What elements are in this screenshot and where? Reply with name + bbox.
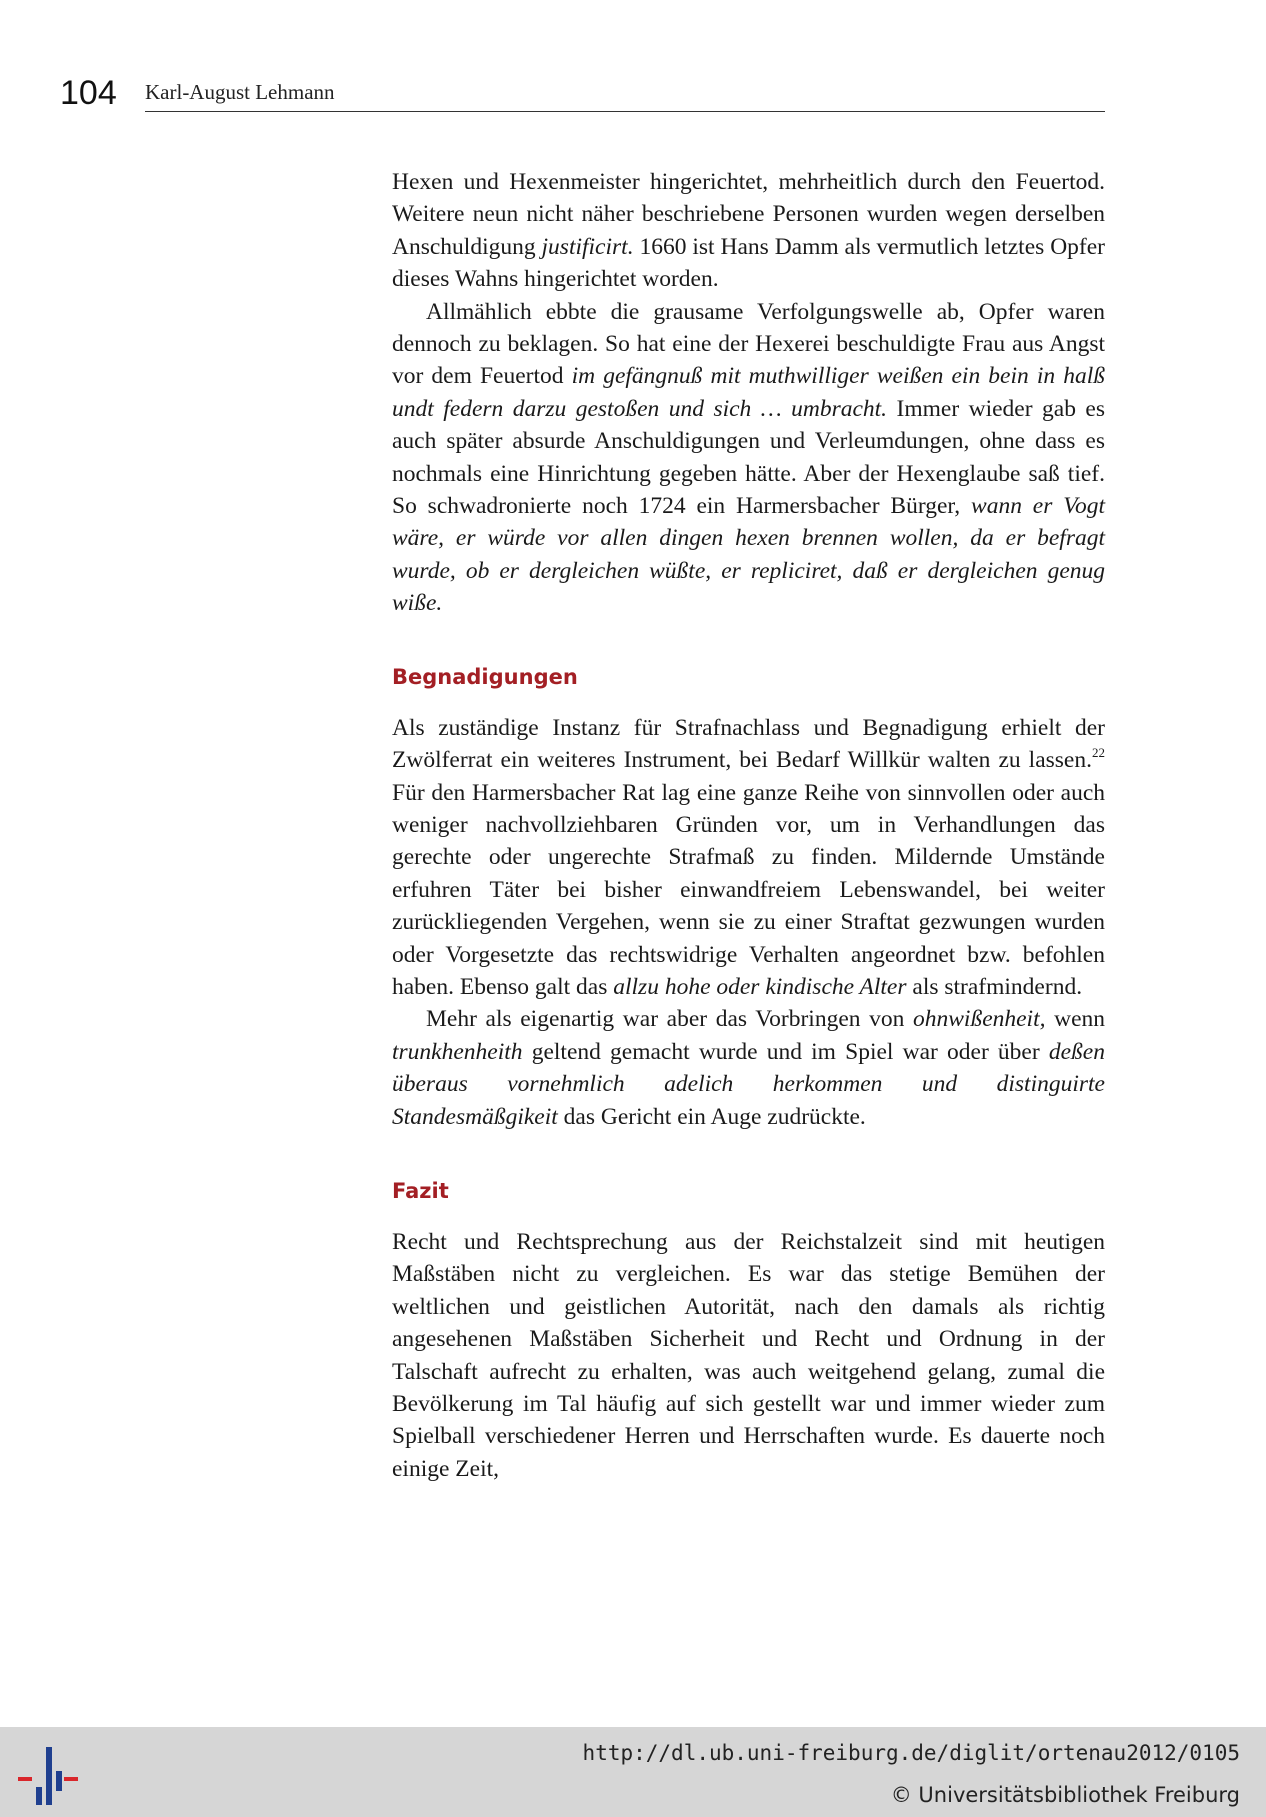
text-run: Mehr als eigenartig war aber das Vorbringen von [426,1006,913,1033]
text-run: Für den Harmersbacher Rat lag eine ganze Reihe von sinnvollen oder auch weniger nachvollziehbaren Gründen vor, um in Verhandlungen das gerechte oder ungerechte Strafmaß zu finden. Mildernde Umstände erfuhren Täter bei bisher einwandfreiem Lebenswandel, bei weiter zurückliegenden Vergehen, wenn sie zu einer Straftat gezwungen wurden oder Vorgesetzte das rechtswidrige Verhalten angeordnet bzw. befohlen haben. Ebenso galt das [392,779,1105,1000]
page-number: 104 [60,74,117,112]
paragraph-2 [392,296,1105,620]
text-run: Allmählich ebbte die grausame Verfolgungswelle ab, Opfer waren dennoch zu beklagen. So hat eine der Hexerei beschuldigte Frau aus Angst vor dem Feuertod [392,298,1105,390]
italic-quote: deßen überaus vornehmlich adelich herkommen und distinguirte Standesmäßgikeit [392,1038,1105,1130]
paragraph-5 [392,1226,1105,1485]
text-run: geltend gemacht wurde und im Spiel war oder über [522,1038,1049,1065]
italic-quote: allzu hohe oder kindische Alter [613,973,907,1000]
text-run: Recht und Rechtsprechung aus der Reichstalzeit sind mit heutigen Maßstäben nicht zu vergleichen. Es war das stetige Bemühen der weltlichen und geistlichen Autorität, nach den damals als richtig angesehenen Maßstäben Sicherheit und Recht und Ordnung in der Talschaft aufrecht zu erhalten, was auch weitgehend gelang, zumal die Bevölkerung im Tal häufig auf sich gestellt war und immer wieder zum Spielball verschiedener Herren und Herrschaften wurde. Es dauerte noch einige Zeit, [392,1228,1105,1482]
italic-quote: im gefängnuß mit muthwilliger weißen ein bein in halß undt federn darzu gestoßen und sich … umbracht. [392,363,1105,422]
text-run: das Gericht ein Auge zudrückte. [557,1103,866,1130]
footnote-marker: 22 [1092,745,1105,761]
body-column [392,166,1105,1485]
source-url-link[interactable]: http://dl.ub.uni-freiburg.de/diglit/ortenau2012/0105 [582,1741,1240,1765]
running-head-author: Karl-August Lehmann [145,80,335,104]
ub-freiburg-logo-icon [14,1741,84,1811]
text-run: Immer wieder gab es auch später absurde Anschuldigungen und Verleumdungen, ohne dass es nochmals eine Hinrichtung gegeben hätte. Aber der Hexenglaube saß tief. So schwadronierte noch 1724 ein Harmersbacher Bürger, [392,395,1105,520]
copyright-notice: © Universitätsbibliothek Freiburg [890,1783,1240,1807]
text-run: Als zuständige Instanz für Strafnachlass und Begnadigung erhielt der Zwölferrat ein weiteres Instrument, bei Bedarf Willkür walten zu lassen. [392,714,1105,774]
section-heading-fazit: Fazit [392,1178,449,1203]
text-run: wenn [1045,1006,1105,1033]
section-heading-begnadigungen: Begnadigungen [392,664,578,689]
footer-bar [0,1727,1266,1817]
italic-quote: trunkhenheith [392,1038,523,1065]
header-rule [145,111,1105,112]
text-run: als strafmindernd. [906,973,1083,1000]
italic-quote: ohnwißenheit, [912,1006,1046,1033]
paragraph-3 [392,712,1105,1004]
paragraph-1 [392,166,1105,296]
italic-run: justificirt. [541,233,634,260]
italic-quote: wann er Vogt wäre, er würde vor allen dingen hexen brennen wollen, da er befragt wurde, ob er dergleichen wüßte, er repliciret, daß er dergleichen genug wiße. [392,493,1105,617]
text-run: 1660 ist Hans Damm als vermutlich letztes Opfer dieses Wahns hingerichtet worden. [392,233,1105,293]
text-run: Hexen und Hexenmeister hingerichtet, mehrheitlich durch den Feuertod. Weitere neun nicht näher beschriebene Personen wurden wegen derselben Anschuldigung [392,169,1105,260]
paragraph-4 [392,1003,1105,1133]
